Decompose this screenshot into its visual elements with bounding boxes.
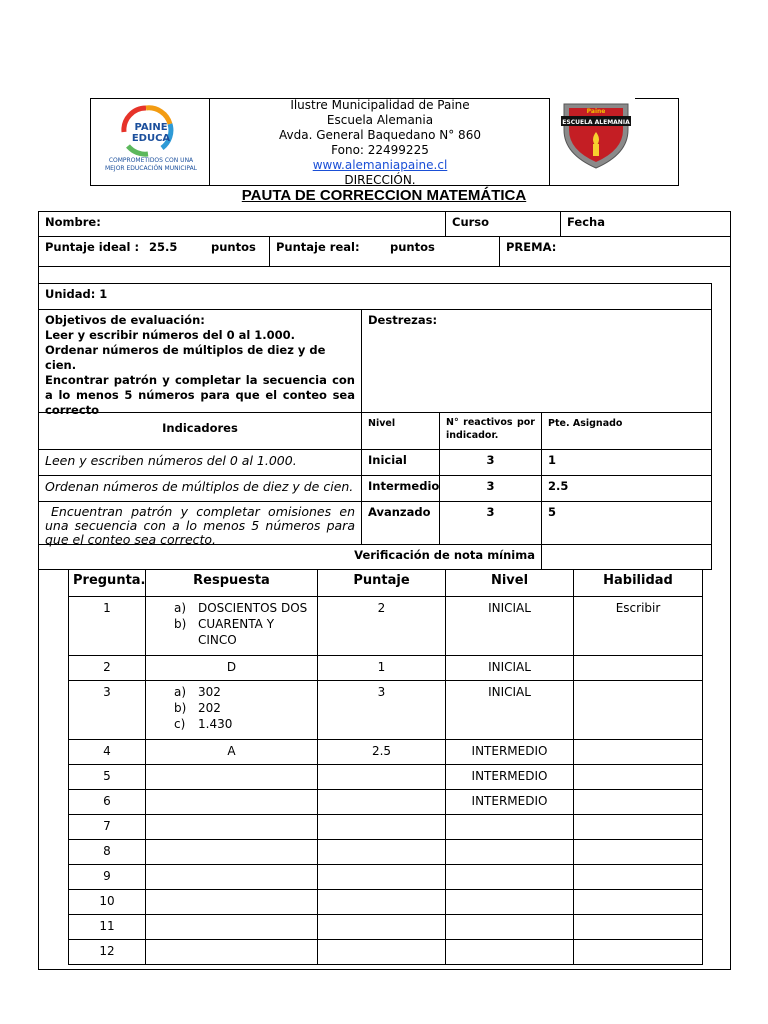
puntaje-real-cell[interactable]	[269, 236, 500, 267]
nivel-cell	[445, 839, 574, 865]
nivel-cell: INICIAL	[445, 655, 574, 681]
puntaje-cell[interactable]	[317, 789, 446, 815]
respuesta-cell[interactable]	[145, 889, 318, 915]
respuesta-cell[interactable]: A	[145, 739, 318, 765]
indicador-row-2-nivel: Intermedio	[361, 475, 440, 502]
pregunta-number: 6	[68, 789, 146, 815]
pregunta-number: 8	[68, 839, 146, 865]
nivel-cell: INICIAL	[445, 680, 574, 740]
header-habilidad: Habilidad	[573, 569, 703, 597]
pregunta-number: 11	[68, 914, 146, 940]
objetivo-1: Leer y escribir números del 0 al 1.000.	[45, 328, 296, 342]
respuesta-option	[174, 700, 313, 716]
option-text: 302	[198, 685, 221, 699]
indicador-row-2-text: Ordenan números de múltiplos de diez y de cien.	[38, 475, 362, 502]
pregunta-number: 12	[68, 939, 146, 965]
puntaje-cell[interactable]: 2	[317, 596, 446, 656]
nivel-cell: INTERMEDIO	[445, 764, 574, 790]
nivel-cell	[445, 914, 574, 940]
objetivos-cell	[38, 309, 362, 417]
option-letter: b)	[174, 701, 187, 715]
nivel-cell: INICIAL	[445, 596, 574, 656]
habilidad-cell	[573, 864, 703, 890]
respuesta-cell[interactable]	[145, 764, 318, 790]
habilidad-cell	[573, 839, 703, 865]
pregunta-number: 2	[68, 655, 146, 681]
indicador-row-3-nivel: Avanzado	[361, 501, 440, 545]
prema-field[interactable]: PREMA:	[499, 236, 731, 267]
nivel-cell: INTERMEDIO	[445, 789, 574, 815]
option-text: CUARENTA Y CINCO	[198, 617, 275, 647]
nivel-cell	[445, 889, 574, 915]
puntos-label-2: puntos	[390, 240, 435, 254]
habilidad-cell	[573, 939, 703, 965]
indicador-row-1-nivel: Inicial	[361, 449, 440, 476]
option-letter: b)	[174, 617, 187, 631]
pte-asignado-header: Pte. Asignado	[541, 412, 712, 450]
puntaje-cell[interactable]	[317, 939, 446, 965]
respuesta-cell[interactable]	[145, 864, 318, 890]
nivel-cell: INTERMEDIO	[445, 739, 574, 765]
habilidad-cell	[573, 914, 703, 940]
puntaje-cell[interactable]	[317, 839, 446, 865]
indicador-row-3-reactivos: 3	[439, 501, 542, 545]
respuesta-cell[interactable]	[145, 914, 318, 940]
option-letter: a)	[174, 685, 187, 699]
puntaje-cell[interactable]	[317, 814, 446, 840]
respuesta-cell	[145, 680, 318, 740]
verificacion-label: Verificación de nota mínima	[38, 544, 542, 570]
fecha-field[interactable]: Fecha	[560, 211, 731, 237]
puntaje-cell[interactable]	[317, 764, 446, 790]
pregunta-number: 5	[68, 764, 146, 790]
website-link[interactable]: www.alemaniapaine.cl	[312, 158, 448, 172]
logo-brand-bottom: EDUCA	[131, 133, 171, 144]
unidad-label: Unidad: 1	[38, 283, 712, 310]
habilidad-cell	[573, 814, 703, 840]
puntaje-ideal-value: 25.5	[149, 240, 178, 254]
reactivos-header: N° reactivos por indicador.	[439, 412, 542, 450]
nivel-cell	[445, 939, 574, 965]
pregunta-number: 3	[68, 680, 146, 740]
header-nivel: Nivel	[445, 569, 574, 597]
shield-banner-text: ESCUELA ALEMANIA	[562, 119, 630, 126]
puntaje-cell[interactable]	[317, 864, 446, 890]
habilidad-cell	[573, 655, 703, 681]
curso-field[interactable]: Curso	[445, 211, 561, 237]
respuesta-cell[interactable]	[145, 789, 318, 815]
header-pregunta: Pregunta.	[68, 569, 146, 597]
indicador-row-1-text: Leen y escriben números del 0 al 1.000.	[38, 449, 362, 476]
address-line: Avda. General Baquedano N° 860	[279, 128, 481, 142]
destrezas-cell: Destrezas:	[361, 309, 712, 413]
puntaje-cell[interactable]: 2.5	[317, 739, 446, 765]
pregunta-number: 9	[68, 864, 146, 890]
page-title: PAUTA DE CORRECCION MATEMÁTICA	[241, 187, 527, 204]
habilidad-cell	[573, 889, 703, 915]
puntaje-ideal-cell	[38, 236, 270, 267]
option-letter: a)	[174, 601, 187, 615]
objetivo-2: Ordenar números de múltiplos de diez y de cien.	[45, 343, 326, 372]
indicador-row-3-pte: 5	[541, 501, 712, 545]
municipality-line: Ilustre Municipalidad de Paine	[290, 98, 470, 112]
respuesta-option	[174, 600, 313, 616]
respuesta-cell	[145, 596, 318, 656]
habilidad-cell: Escribir	[573, 596, 703, 656]
paine-educa-logo	[96, 100, 206, 182]
option-text: 202	[198, 701, 221, 715]
nivel-header: Nivel	[361, 412, 440, 450]
puntaje-cell[interactable]: 3	[317, 680, 446, 740]
logo-tagline-1: COMPROMETIDOS CON UNA	[108, 157, 194, 164]
pregunta-number: 4	[68, 739, 146, 765]
indicador-row-2-pte: 2.5	[541, 475, 712, 502]
respuesta-option	[174, 716, 313, 732]
pregunta-number: 10	[68, 889, 146, 915]
indicador-row-3-text: Encuentran patrón y completar omisiones en una secuencia con a lo menos 5 números para que el conteo sea correcto.	[38, 501, 362, 545]
habilidad-cell	[573, 764, 703, 790]
shield-top-text: Paine	[586, 108, 606, 115]
indicador-row-2-reactivos: 3	[439, 475, 542, 502]
puntos-label-1: puntos	[211, 240, 256, 254]
indicador-row-1-reactivos: 3	[439, 449, 542, 476]
nivel-cell	[445, 864, 574, 890]
nivel-cell	[445, 814, 574, 840]
respuesta-cell[interactable]	[145, 939, 318, 965]
nombre-field[interactable]: Nombre:	[38, 211, 446, 237]
option-text: 1.430	[198, 717, 233, 731]
department-line: DIRECCIÓN.	[344, 173, 416, 187]
puntaje-cell[interactable]: 1	[317, 655, 446, 681]
respuesta-option	[174, 616, 313, 648]
pregunta-number: 1	[68, 596, 146, 656]
verificacion-value[interactable]	[541, 544, 712, 570]
habilidad-cell	[573, 739, 703, 765]
logo-brand-top: PAINE	[134, 122, 168, 133]
school-name-line: Escuela Alemania	[326, 113, 434, 127]
puntaje-real-label: Puntaje real:	[276, 240, 360, 254]
option-letter: c)	[174, 717, 186, 731]
option-text: DOSCIENTOS DOS	[198, 601, 308, 615]
objetivos-title: Objetivos de evaluación:	[45, 313, 205, 327]
habilidad-cell	[573, 789, 703, 815]
puntaje-cell[interactable]	[317, 914, 446, 940]
school-info	[210, 98, 550, 186]
escuela-alemania-shield	[558, 98, 634, 170]
header-puntaje: Puntaje	[317, 569, 446, 597]
header-respuesta: Respuesta	[145, 569, 318, 597]
respuesta-cell[interactable]	[145, 814, 318, 840]
logo-tagline-2: MEJOR EDUCACIÓN MUNICIPAL	[104, 165, 198, 172]
respuesta-option	[174, 684, 313, 700]
respuesta-cell[interactable]: D	[145, 655, 318, 681]
puntaje-cell[interactable]	[317, 889, 446, 915]
pregunta-number: 7	[68, 814, 146, 840]
objetivo-3: Encontrar patrón y completar la secuencia con a lo menos 5 números para que el conteo sea correcto	[45, 373, 355, 417]
puntaje-ideal-label: Puntaje ideal :	[45, 240, 140, 254]
indicadores-header: Indicadores	[38, 412, 362, 450]
respuesta-cell[interactable]	[145, 839, 318, 865]
habilidad-cell	[573, 680, 703, 740]
indicador-row-1-pte: 1	[541, 449, 712, 476]
phone-line: Fono: 22499225	[331, 143, 429, 157]
